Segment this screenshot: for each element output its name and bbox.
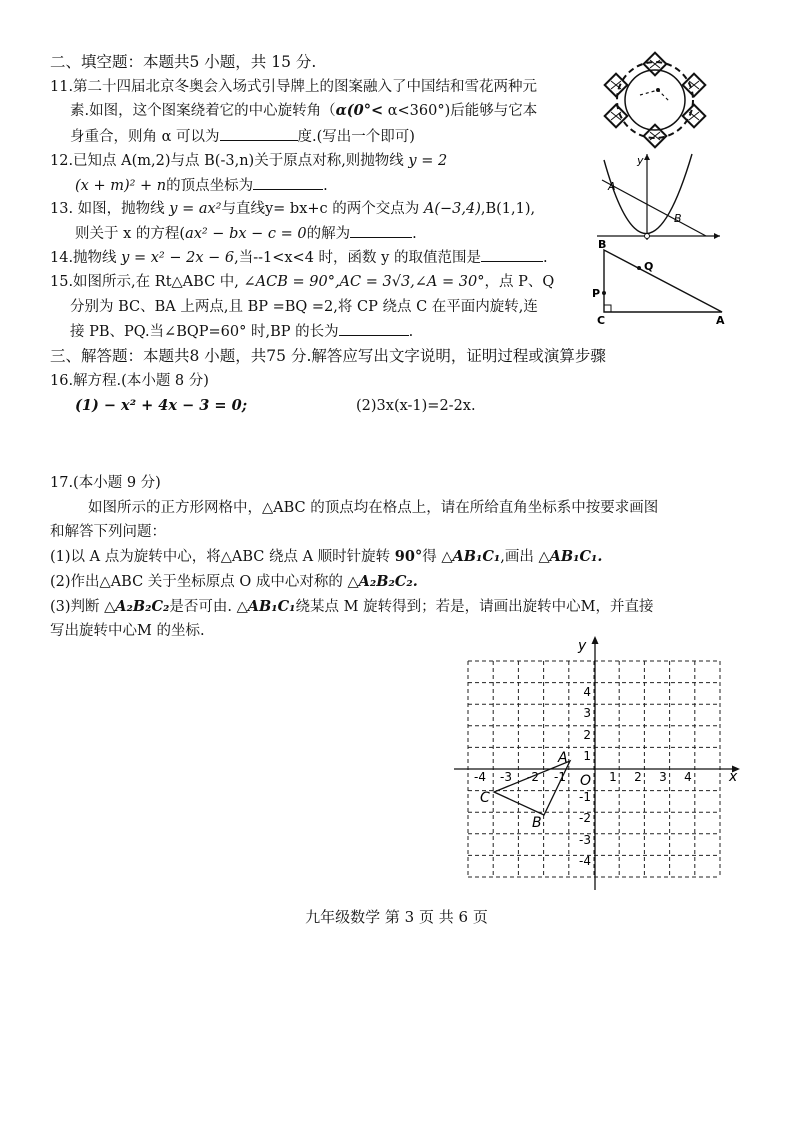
x-tick-label: -2 <box>527 770 539 784</box>
q13-answer-blank[interactable] <box>350 223 412 238</box>
y-axis-arrow-icon <box>592 636 599 644</box>
q17-part2: (2)作出△ABC 关于坐标原点 O 成中心对称的 △A₂B₂C₂. <box>50 573 418 590</box>
q11-answer-blank[interactable] <box>220 126 298 141</box>
fig12-y-label: y <box>637 154 644 167</box>
knot-snowflake-figure <box>600 50 710 150</box>
fig15-point-p: P <box>592 287 601 300</box>
q11-line2: 素.如图，这个图案绕着它的中心旋转角（α(0°< α<360°)后能够与它本 <box>70 102 538 119</box>
fig12-point-b: B <box>674 212 682 225</box>
x-tick-label: 1 <box>609 770 617 784</box>
x-tick-label: 4 <box>684 770 692 784</box>
coordinate-grid <box>450 634 746 892</box>
q16-part2: (2)3x(x-1)=2-2x. <box>356 398 476 414</box>
q15-line3: 接 PB、PQ.当∠BQP=60° 时,BP 的长为 . <box>70 321 413 342</box>
parabola-line-figure <box>592 150 724 242</box>
q17-part3-line2: 写出旋转中心M 的坐标. <box>50 623 205 639</box>
section-2-heading: 二、填空题：本题共5 小题，共 15 分. <box>50 53 317 71</box>
q16-part1: (1) − x² + 4x − 3 = 0; <box>75 397 248 414</box>
q16-title: 16.解方程.(本小题 8 分) <box>50 373 209 389</box>
q11-line1: 11.第二十四届北京冬奥会入场式引导牌上的图案融入了中国结和雪花两种元 <box>50 79 538 95</box>
q13-line1: 13. 如图，抛物线 y = ax²与直线y= bx+c 的两个交点为 A(−3,4),B(1,1), <box>50 201 536 217</box>
q17-intro-line2: 和解答下列问题： <box>50 524 166 540</box>
q12-line2: (x + m)² + n的顶点坐标为 . <box>75 175 328 196</box>
y-tick-label: 3 <box>583 706 591 720</box>
y-axis-label: y <box>578 638 587 654</box>
x-tick-label: 2 <box>634 770 642 784</box>
x-tick-label: -4 <box>474 770 486 784</box>
point-b-label: B <box>532 815 542 831</box>
y-tick-label: -4 <box>579 854 591 868</box>
q15-line1: 15.如图所示,在 Rt△ABC 中, ∠ACB = 90°,AC = 3√3,∠A = 30°，点 P、Q <box>50 274 555 290</box>
q17-part1: (1)以 A 点为旋转中心，将△ABC 绕点 A 顺时针旋转 90°得 △AB₁C₁,画出 △AB₁C₁. <box>50 548 603 565</box>
fig15-point-c: C <box>597 314 606 326</box>
y-tick-label: 4 <box>583 685 591 699</box>
fig15-point-a: A <box>716 314 725 326</box>
q17-part3-line1: (3)判断 △A₂B₂C₂是否可由. △AB₁C₁绕某点 M 旋转得到；若是，请画出旋转中心M，并直接 <box>50 598 654 615</box>
point-a-label: A <box>558 750 568 766</box>
fig12-point-a: A <box>608 180 616 193</box>
section-3-heading: 三、解答题：本题共8 小题，共75 分.解答应写出文字说明，证明过程或演算步骤 <box>50 347 606 365</box>
x-tick-label: 3 <box>659 770 667 784</box>
q13-line2: 则关于 x 的方程(ax² − bx − c = 0的解为 . <box>75 223 417 244</box>
y-tick-label: -3 <box>579 833 591 847</box>
q14-answer-blank[interactable] <box>481 247 543 262</box>
x-tick-label: -3 <box>500 770 512 784</box>
q11-line3: 身重合，则角 α 可以为 度.(写出一个即可) <box>70 126 415 147</box>
q12-line1: 12.已知点 A(m,2)与点 B(-3,n)关于原点对称,则抛物线 y = 2 <box>50 153 448 169</box>
q17-title: 17.(本小题 9 分) <box>50 475 161 491</box>
q17-intro-line1: 如图所示的正方形网格中，△ABC 的顶点均在格点上，请在所给直角坐标系中按要求画图 <box>88 500 659 516</box>
y-tick-label: 1 <box>583 749 591 763</box>
point-c-label: C <box>480 790 490 806</box>
q15-line2: 分别为 BC、BA 上两点,且 BP =BQ =2,将 CP 绕点 C 在平面内旋转,连 <box>70 299 538 315</box>
q14-line: 14.抛物线 y = x² − 2x − 6,当--1<x<4 时，函数 y 的取值范围是 . <box>50 247 548 268</box>
y-tick-label: -1 <box>579 790 591 804</box>
x-tick-label: -1 <box>554 770 566 784</box>
y-tick-label: 2 <box>583 728 591 742</box>
fig15-point-q: Q <box>644 260 654 273</box>
origin-label: O <box>580 773 592 789</box>
x-axis-label: x <box>729 769 738 785</box>
q15-answer-blank[interactable] <box>339 321 409 336</box>
q12-answer-blank[interactable] <box>253 175 323 190</box>
fig15-point-b: B <box>598 240 607 251</box>
y-tick-label: -2 <box>579 811 591 825</box>
right-triangle-figure <box>592 240 732 326</box>
page-footer: 九年级数学 第 3 页 共 6 页 <box>305 908 488 926</box>
